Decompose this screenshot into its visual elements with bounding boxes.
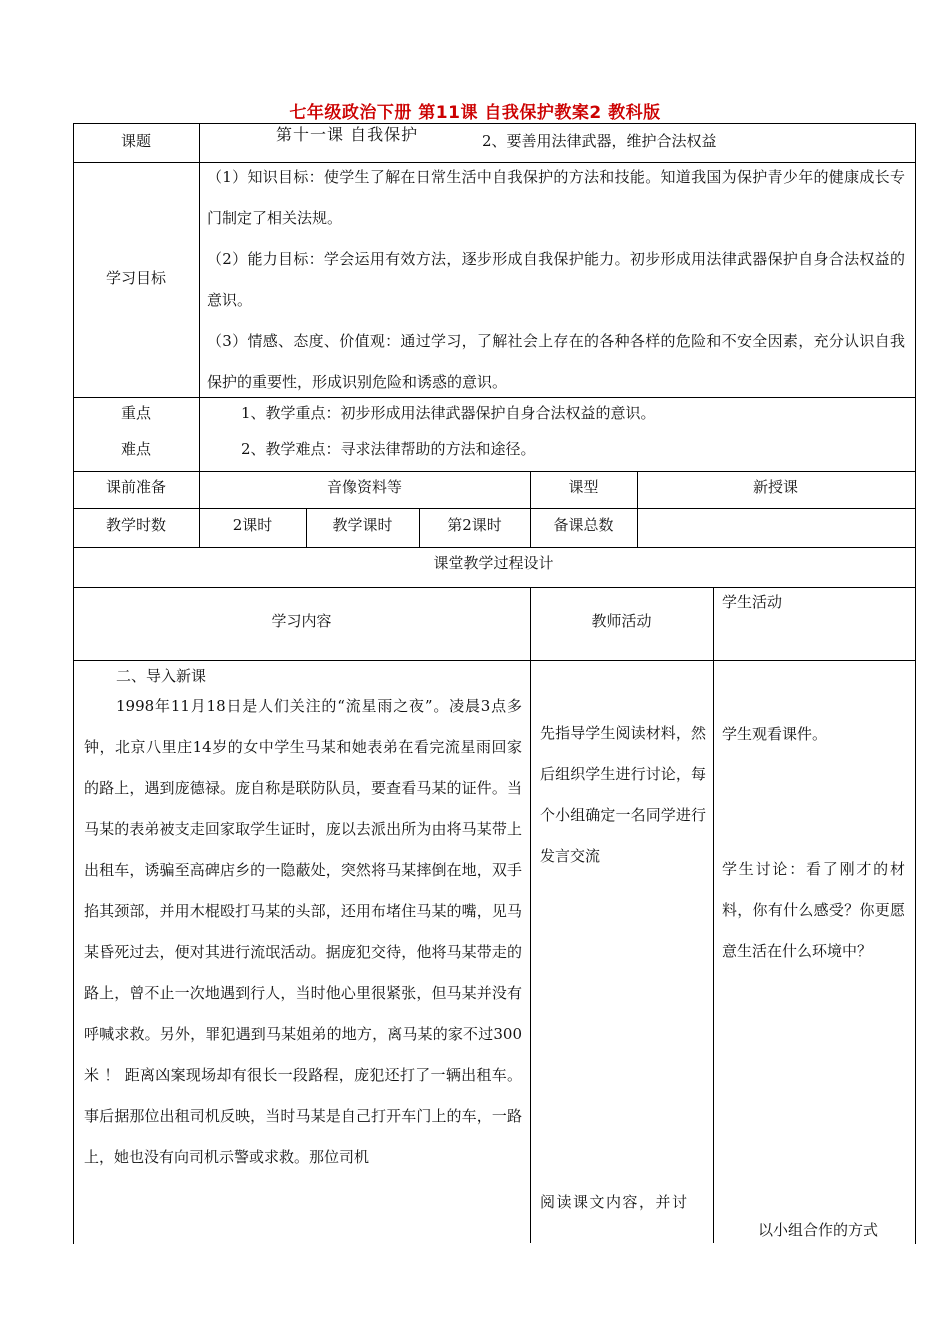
lesson-subtitle: 2、要善用法律武器，维护合法权益 xyxy=(482,132,717,150)
lesson-type-label: 课型 xyxy=(568,478,599,496)
row-divider xyxy=(73,660,915,661)
difficult-point-label: 难点 xyxy=(120,440,151,458)
student-activity-2: 学生讨论：看了刚才的材料，你有什么感受？你更愿意生活在什么环境中？ xyxy=(722,860,905,960)
difficult-point-text: 2、教学难点：寻求法律帮助的方法和途径。 xyxy=(241,440,536,458)
section-heading: 二、导入新课 xyxy=(116,667,207,685)
teacher-column-header: 教师活动 xyxy=(591,612,652,630)
story-text xyxy=(84,686,522,1226)
row-divider xyxy=(73,587,915,588)
content-column-header: 学习内容 xyxy=(271,612,332,630)
total-lessons-label: 备课总数 xyxy=(553,516,614,534)
class-hour-label: 教学课时 xyxy=(332,516,393,534)
objectives-label: 学习目标 xyxy=(105,269,166,287)
col-divider xyxy=(530,587,531,1243)
document-title: 七年级政治下册 第11课 自我保护教案2 教科版 xyxy=(289,103,661,123)
objective-ability: （2）能力目标：学会运用有效方法，逐步形成自我保护能力。初步形成用法律武器保护自身合法权益的意识。 xyxy=(207,250,905,309)
objective-values: （3）情感、态度、价值观：通过学习，了解社会上存在的各种各样的危险和不安全因素，充分认识自我保护的重要性，形成识别危险和诱惑的意识。 xyxy=(207,332,905,391)
key-point-text: 1、教学重点：初步形成用法律武器保护自身合法权益的意识。 xyxy=(241,404,656,422)
lesson-title: 第十一课 自我保护 xyxy=(276,125,419,144)
student-activity-1: 学生观看课件。 xyxy=(722,725,828,743)
student-activity-3: 以小组合作的方式 xyxy=(758,1221,879,1239)
topic-label: 课题 xyxy=(120,132,151,150)
teacher-activity-2: 阅读课文内容，并讨 xyxy=(540,1193,689,1211)
objectives-text xyxy=(207,157,905,403)
teacher-activity-1: 先指导学生阅读材料，然后组织学生进行讨论，每个小组确定一名同学进行发言交流 xyxy=(540,724,706,865)
hours-value: 2课时 xyxy=(232,516,273,534)
process-title: 课堂教学过程设计 xyxy=(433,554,554,572)
key-point-label: 重点 xyxy=(120,404,151,422)
hours-label: 教学时数 xyxy=(105,516,166,534)
story-paragraph: 1998年11月18日是人们关注的“流星雨之夜”。凌晨3点多钟，北京八里庄14岁的女中学生马某和她表弟在看完流星雨回家的路上，遇到庞德禄。庞自称是联防队员，要查看马某的证件。当马某的表弟被支走回家取学生证时，庞以去派出所为由将马某带上出租车，诱骗至高碑店乡的一隐蔽处，突然将马某摔倒在地，双手掐其颈部，并用木棍殴打马某的头部，还用布堵住马某的嘴，见马某昏死过去，便对其进行流氓活动。据庞犯交待，他将马某带走的路上，曾不止一次地遇到行人，当时他心里很紧张，但马某并没有呼喊求救。另外，罪犯遇到马某姐弟的地方，离马某的家不过300米 ！ 距离凶案现场却有很长一段路程，庞犯还打了一辆出租车。事后据那位出租司机反映，当时马某是自己打开车门上的车，一路上，她也没有向司机示警或求救。那位司机 xyxy=(84,697,522,1166)
class-hour-value: 第2课时 xyxy=(447,516,502,534)
prep-label: 课前准备 xyxy=(105,478,166,496)
lesson-type-value: 新授课 xyxy=(752,478,798,496)
objective-knowledge: （1）知识目标：使学生了解在日常生活中自我保护的方法和技能。知道我国为保护青少年的健康成长专门制定了相关法规。 xyxy=(207,168,905,227)
col-divider xyxy=(713,587,714,1243)
prep-value: 音像资料等 xyxy=(326,478,402,496)
student-column-header: 学生活动 xyxy=(722,593,783,611)
